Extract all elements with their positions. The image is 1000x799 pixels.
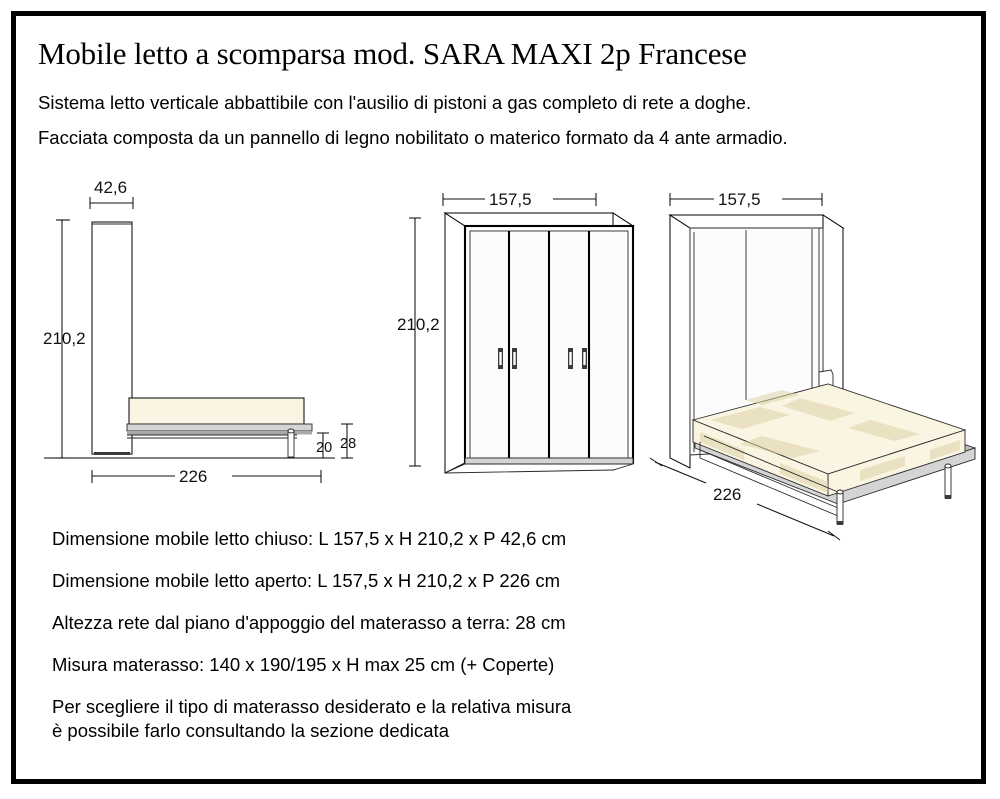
spec-bed-height: Altezza rete dal piano d'appoggio del materasso a terra: 28 cm — [52, 612, 566, 633]
cabinet-side-profile — [92, 222, 132, 454]
mattress-side — [129, 398, 304, 424]
spec-open-dimensions: Dimensione mobile letto aperto: L 157,5 x H 210,2 x P 226 cm — [52, 570, 561, 591]
dim-label-226-persp: 226 — [713, 485, 742, 504]
dim-label-28: 28 — [340, 436, 357, 452]
cabinet-base-perspective — [445, 464, 633, 473]
persp-top — [670, 215, 843, 228]
drawing-perspective-view — [650, 190, 975, 540]
dim-label-2102-side: 210,2 — [43, 329, 86, 348]
dim-label-1575-persp: 157,5 — [718, 190, 761, 209]
cabinet-base-foot — [94, 452, 130, 455]
drawing-front-view — [397, 190, 633, 473]
persp-left-side — [670, 215, 690, 468]
dim-label-226-side: 226 — [179, 467, 208, 486]
slat-base-side — [127, 424, 312, 431]
spec-note-line-1: Per scegliere il tipo di materasso desiderato e la relativa misura — [52, 696, 572, 717]
cabinet-top-front — [445, 213, 633, 226]
subtitle-line-1: Sistema letto verticale abbattibile con l'ausilio di pistoni a gas completo di rete a doghe. — [38, 92, 752, 113]
dim-label-2102-front: 210,2 — [397, 315, 440, 334]
subtitle-line-2: Facciata composta da un pannello di legno nobilitato o materico formato da 4 ante armadio. — [38, 127, 788, 148]
spec-mattress-size: Misura materasso: 140 x 190/195 x H max 25 cm (+ Coperte) — [52, 654, 555, 675]
support-leg-persp-left — [837, 490, 843, 525]
bed-frame-side — [127, 431, 312, 435]
spec-note-line-2: è possibile farlo consultando la sezione dedicata — [52, 720, 449, 741]
cabinet-plinth-front — [465, 458, 633, 464]
page-title: Mobile letto a scomparsa mod. SARA MAXI 2p Francese — [38, 36, 747, 71]
support-leg-side — [288, 429, 294, 457]
dim-label-1575-front: 157,5 — [489, 190, 532, 209]
specifications-list — [52, 528, 952, 762]
dimension-height-2102-front — [409, 218, 421, 466]
drawing-side-view — [43, 178, 356, 486]
cabinet-left-side-front — [445, 213, 465, 473]
dimension-depth-426 — [90, 197, 133, 209]
spec-closed-dimensions: Dimensione mobile letto chiuso: L 157,5 x H 210,2 x P 42,6 cm — [52, 528, 567, 549]
dim-label-20: 20 — [316, 440, 333, 456]
support-leg-persp-right — [945, 464, 951, 499]
dim-label-426: 42,6 — [94, 178, 128, 197]
